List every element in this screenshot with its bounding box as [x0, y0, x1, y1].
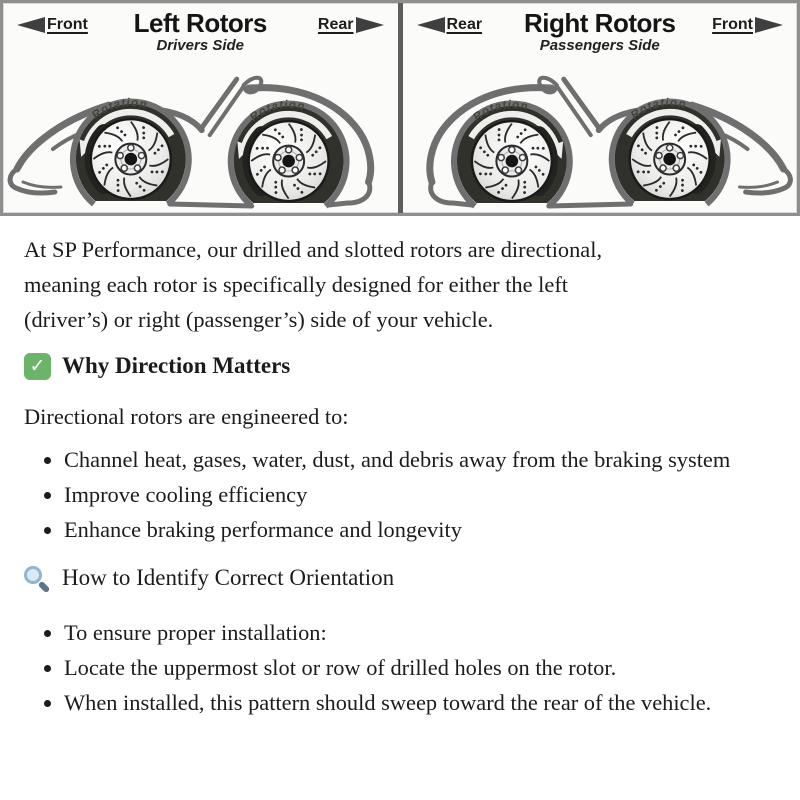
magnifier-lens	[24, 566, 42, 584]
car-illustration-right	[403, 53, 798, 213]
direction-label: Front	[712, 16, 753, 33]
rear-direction-indicator	[318, 16, 384, 34]
list-item: • Improve cooling efficiency	[64, 477, 776, 512]
list-item: • To ensure proper installation:	[64, 615, 776, 650]
list-item: • When installed, this pattern should sweep toward the rear of the vehicle.	[64, 685, 776, 720]
front-direction-indicator	[712, 16, 783, 34]
panel-title: Left Rotors	[133, 8, 267, 38]
svg-text:Rotation: Rotation	[247, 99, 307, 124]
orientation-steps-list	[24, 615, 776, 720]
intro-line: At SP Performance, our drilled and slotted rotors are directional,	[24, 237, 603, 262]
direction-label: Rear	[317, 16, 354, 33]
article-body	[0, 216, 800, 720]
panel-subtitle: Passengers Side	[539, 37, 660, 54]
panel-right-header	[403, 3, 798, 55]
car-left-svg	[3, 53, 398, 213]
arrow-left-icon	[17, 17, 45, 33]
arrow-right-icon	[755, 17, 783, 33]
section-heading-why-direction-matters	[24, 351, 776, 381]
section1-lead: Directional rotors are engineered to:	[24, 404, 349, 429]
rear-direction-indicator	[417, 16, 483, 34]
rotor-direction-diagram	[0, 0, 800, 216]
section-title: How to Identify Correct Orientation	[62, 565, 395, 590]
intro-line: meaning each rotor is specifically designed for either the left	[24, 272, 569, 297]
panel-right-rotors	[398, 3, 798, 213]
benefits-list	[24, 442, 776, 547]
svg-text:Rotation: Rotation	[470, 99, 530, 124]
list-item: • Enhance braking performance and longevity	[64, 512, 776, 547]
direction-label: Rear	[446, 16, 483, 33]
panel-left-rotors	[3, 3, 398, 213]
magnifier-icon	[24, 565, 51, 592]
intro-line: (driver’s) or right (passenger’s) side of your vehicle.	[24, 307, 494, 332]
direction-label: Front	[47, 16, 88, 33]
front-direction-indicator	[17, 16, 88, 34]
svg-text:Rotation: Rotation	[628, 97, 688, 122]
intro-paragraph	[24, 232, 776, 337]
panel-left-header	[3, 3, 398, 55]
arrow-right-icon	[356, 17, 384, 33]
panel-subtitle: Drivers Side	[156, 37, 245, 54]
section-heading-identify-orientation	[24, 563, 776, 593]
car-illustration-left	[3, 53, 398, 213]
svg-text:Rotation: Rotation	[90, 97, 149, 122]
car-right-svg	[403, 53, 798, 213]
list-item: • Channel heat, gases, water, dust, and debris away from the braking system	[64, 442, 776, 477]
check-icon: ✓	[24, 353, 51, 380]
section-title: Why Direction Matters	[62, 353, 291, 378]
arrow-left-icon	[417, 17, 445, 33]
list-item: • Locate the uppermost slot or row of drilled holes on the rotor.	[64, 650, 776, 685]
panel-title: Right Rotors	[524, 8, 676, 38]
magnifier-handle	[38, 580, 51, 593]
